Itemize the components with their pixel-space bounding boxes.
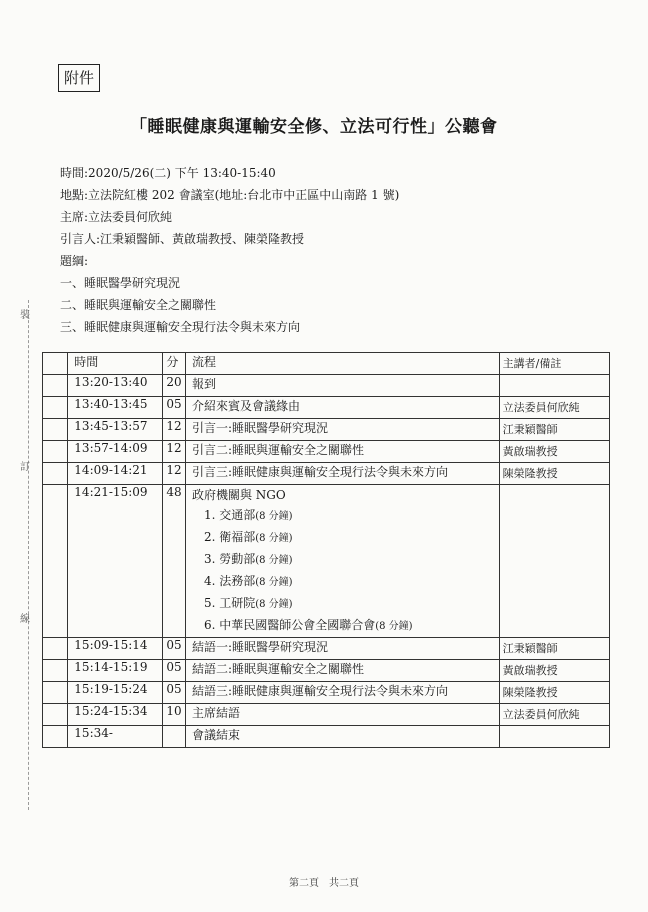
binding-mark: 訂 <box>20 462 30 473</box>
row-speaker: 黃啟瑞教授 <box>499 660 609 682</box>
meeting-time: 時間:2020/5/26(二) 下午 13:40-15:40 <box>60 166 276 180</box>
row-agenda: 引言三:睡眠健康與運輸安全現行法令與未來方向 <box>185 463 499 485</box>
row-minutes: 05 <box>163 682 186 704</box>
table-cell <box>43 353 68 375</box>
row-speaker: 陳榮隆教授 <box>499 463 609 485</box>
row-minutes: 12 <box>163 441 186 463</box>
row-time: 15:19-15:24 <box>68 682 163 704</box>
row-agenda: 結語三:睡眠健康與運輸安全現行法令與未來方向 <box>185 682 499 704</box>
row-minutes: 12 <box>163 463 186 485</box>
row-time: 15:34- <box>68 726 163 748</box>
table-row <box>43 441 610 463</box>
row-minutes: 05 <box>163 638 186 660</box>
row-agenda: 結語二:睡眠與運輸安全之關聯性 <box>185 660 499 682</box>
gov-heading: 政府機關與 NGO <box>191 488 286 502</box>
row-time: 13:45-13:57 <box>68 419 163 441</box>
header-time: 時間 <box>68 353 163 375</box>
binding-line <box>28 300 29 810</box>
row-speaker: 立法委員何欣純 <box>499 704 609 726</box>
row-time: 15:24-15:34 <box>68 704 163 726</box>
table-row <box>43 638 610 660</box>
row-speaker: 江秉穎醫師 <box>499 638 609 660</box>
table-row <box>43 397 610 419</box>
table-row <box>43 660 610 682</box>
row-minutes: 48 <box>163 485 186 638</box>
row-minutes: 12 <box>163 419 186 441</box>
topic-item: 一、睡眠醫學研究現況 <box>60 276 181 290</box>
meeting-chair: 主席:立法委員何欣純 <box>60 210 173 224</box>
row-agenda: 引言一:睡眠醫學研究現況 <box>185 419 499 441</box>
row-time: 14:21-15:09 <box>68 485 163 638</box>
meeting-info <box>60 162 399 338</box>
row-agenda: 介紹來賓及會議緣由 <box>185 397 499 419</box>
row-time: 13:20-13:40 <box>68 375 163 397</box>
table-row <box>43 463 610 485</box>
table-row <box>43 704 610 726</box>
meeting-speakers: 引言人:江秉穎醫師、黃啟瑞教授、陳榮隆教授 <box>60 232 305 246</box>
header-speaker: 主講者/備註 <box>499 353 609 375</box>
table-row <box>43 485 610 638</box>
list-item: 1. 交通部(8 分鐘) <box>203 508 293 522</box>
meeting-place: 地點:立法院紅樓 202 會議室(地址:台北市中正區中山南路 1 號) <box>60 188 400 202</box>
page-title: 「睡眠健康與運輸安全修、立法可行性」公聽會 <box>130 117 498 137</box>
binding-mark: 線 <box>20 614 30 625</box>
list-item: 2. 衛福部(8 分鐘) <box>203 530 293 544</box>
page-number: 第二頁 共二頁 <box>289 878 359 889</box>
row-time: 13:40-13:45 <box>68 397 163 419</box>
row-agenda <box>185 485 499 638</box>
row-agenda: 會議結束 <box>185 726 499 748</box>
list-item: 4. 法務部(8 分鐘) <box>203 574 293 588</box>
header-agenda: 流程 <box>185 353 499 375</box>
row-speaker <box>499 485 609 638</box>
table-row <box>43 419 610 441</box>
row-speaker: 陳榮隆教授 <box>499 682 609 704</box>
table-header <box>43 353 610 375</box>
row-minutes <box>163 726 186 748</box>
row-speaker: 立法委員何欣純 <box>499 397 609 419</box>
header-minutes: 分 <box>163 353 186 375</box>
table-row <box>43 682 610 704</box>
row-time: 15:09-15:14 <box>68 638 163 660</box>
list-item: 6. 中華民國醫師公會全國聯合會(8 分鐘) <box>203 618 413 632</box>
row-minutes: 10 <box>163 704 186 726</box>
topic-item: 三、睡眠健康與運輸安全現行法令與未來方向 <box>60 320 301 334</box>
table-row <box>43 375 610 397</box>
table-row <box>43 726 610 748</box>
row-agenda: 結語一:睡眠醫學研究現況 <box>185 638 499 660</box>
row-minutes: 20 <box>163 375 186 397</box>
row-speaker <box>499 726 609 748</box>
row-speaker: 江秉穎醫師 <box>499 419 609 441</box>
row-agenda: 引言二:睡眠與運輸安全之關聯性 <box>185 441 499 463</box>
list-item: 3. 勞動部(8 分鐘) <box>203 552 293 566</box>
row-time: 13:57-14:09 <box>68 441 163 463</box>
binding-mark: 裝 <box>20 310 30 321</box>
row-minutes: 05 <box>163 397 186 419</box>
topic-item: 二、睡眠與運輸安全之關聯性 <box>60 298 217 312</box>
row-agenda: 報到 <box>185 375 499 397</box>
row-time: 14:09-14:21 <box>68 463 163 485</box>
schedule-table <box>42 352 610 748</box>
row-minutes: 05 <box>163 660 186 682</box>
attachment-label: 附件 <box>58 64 100 92</box>
row-speaker <box>499 375 609 397</box>
list-item: 5. 工研院(8 分鐘) <box>203 596 293 610</box>
row-speaker: 黃啟瑞教授 <box>499 441 609 463</box>
row-agenda: 主席結語 <box>185 704 499 726</box>
row-time: 15:14-15:19 <box>68 660 163 682</box>
topics-label: 題綱: <box>60 254 89 268</box>
